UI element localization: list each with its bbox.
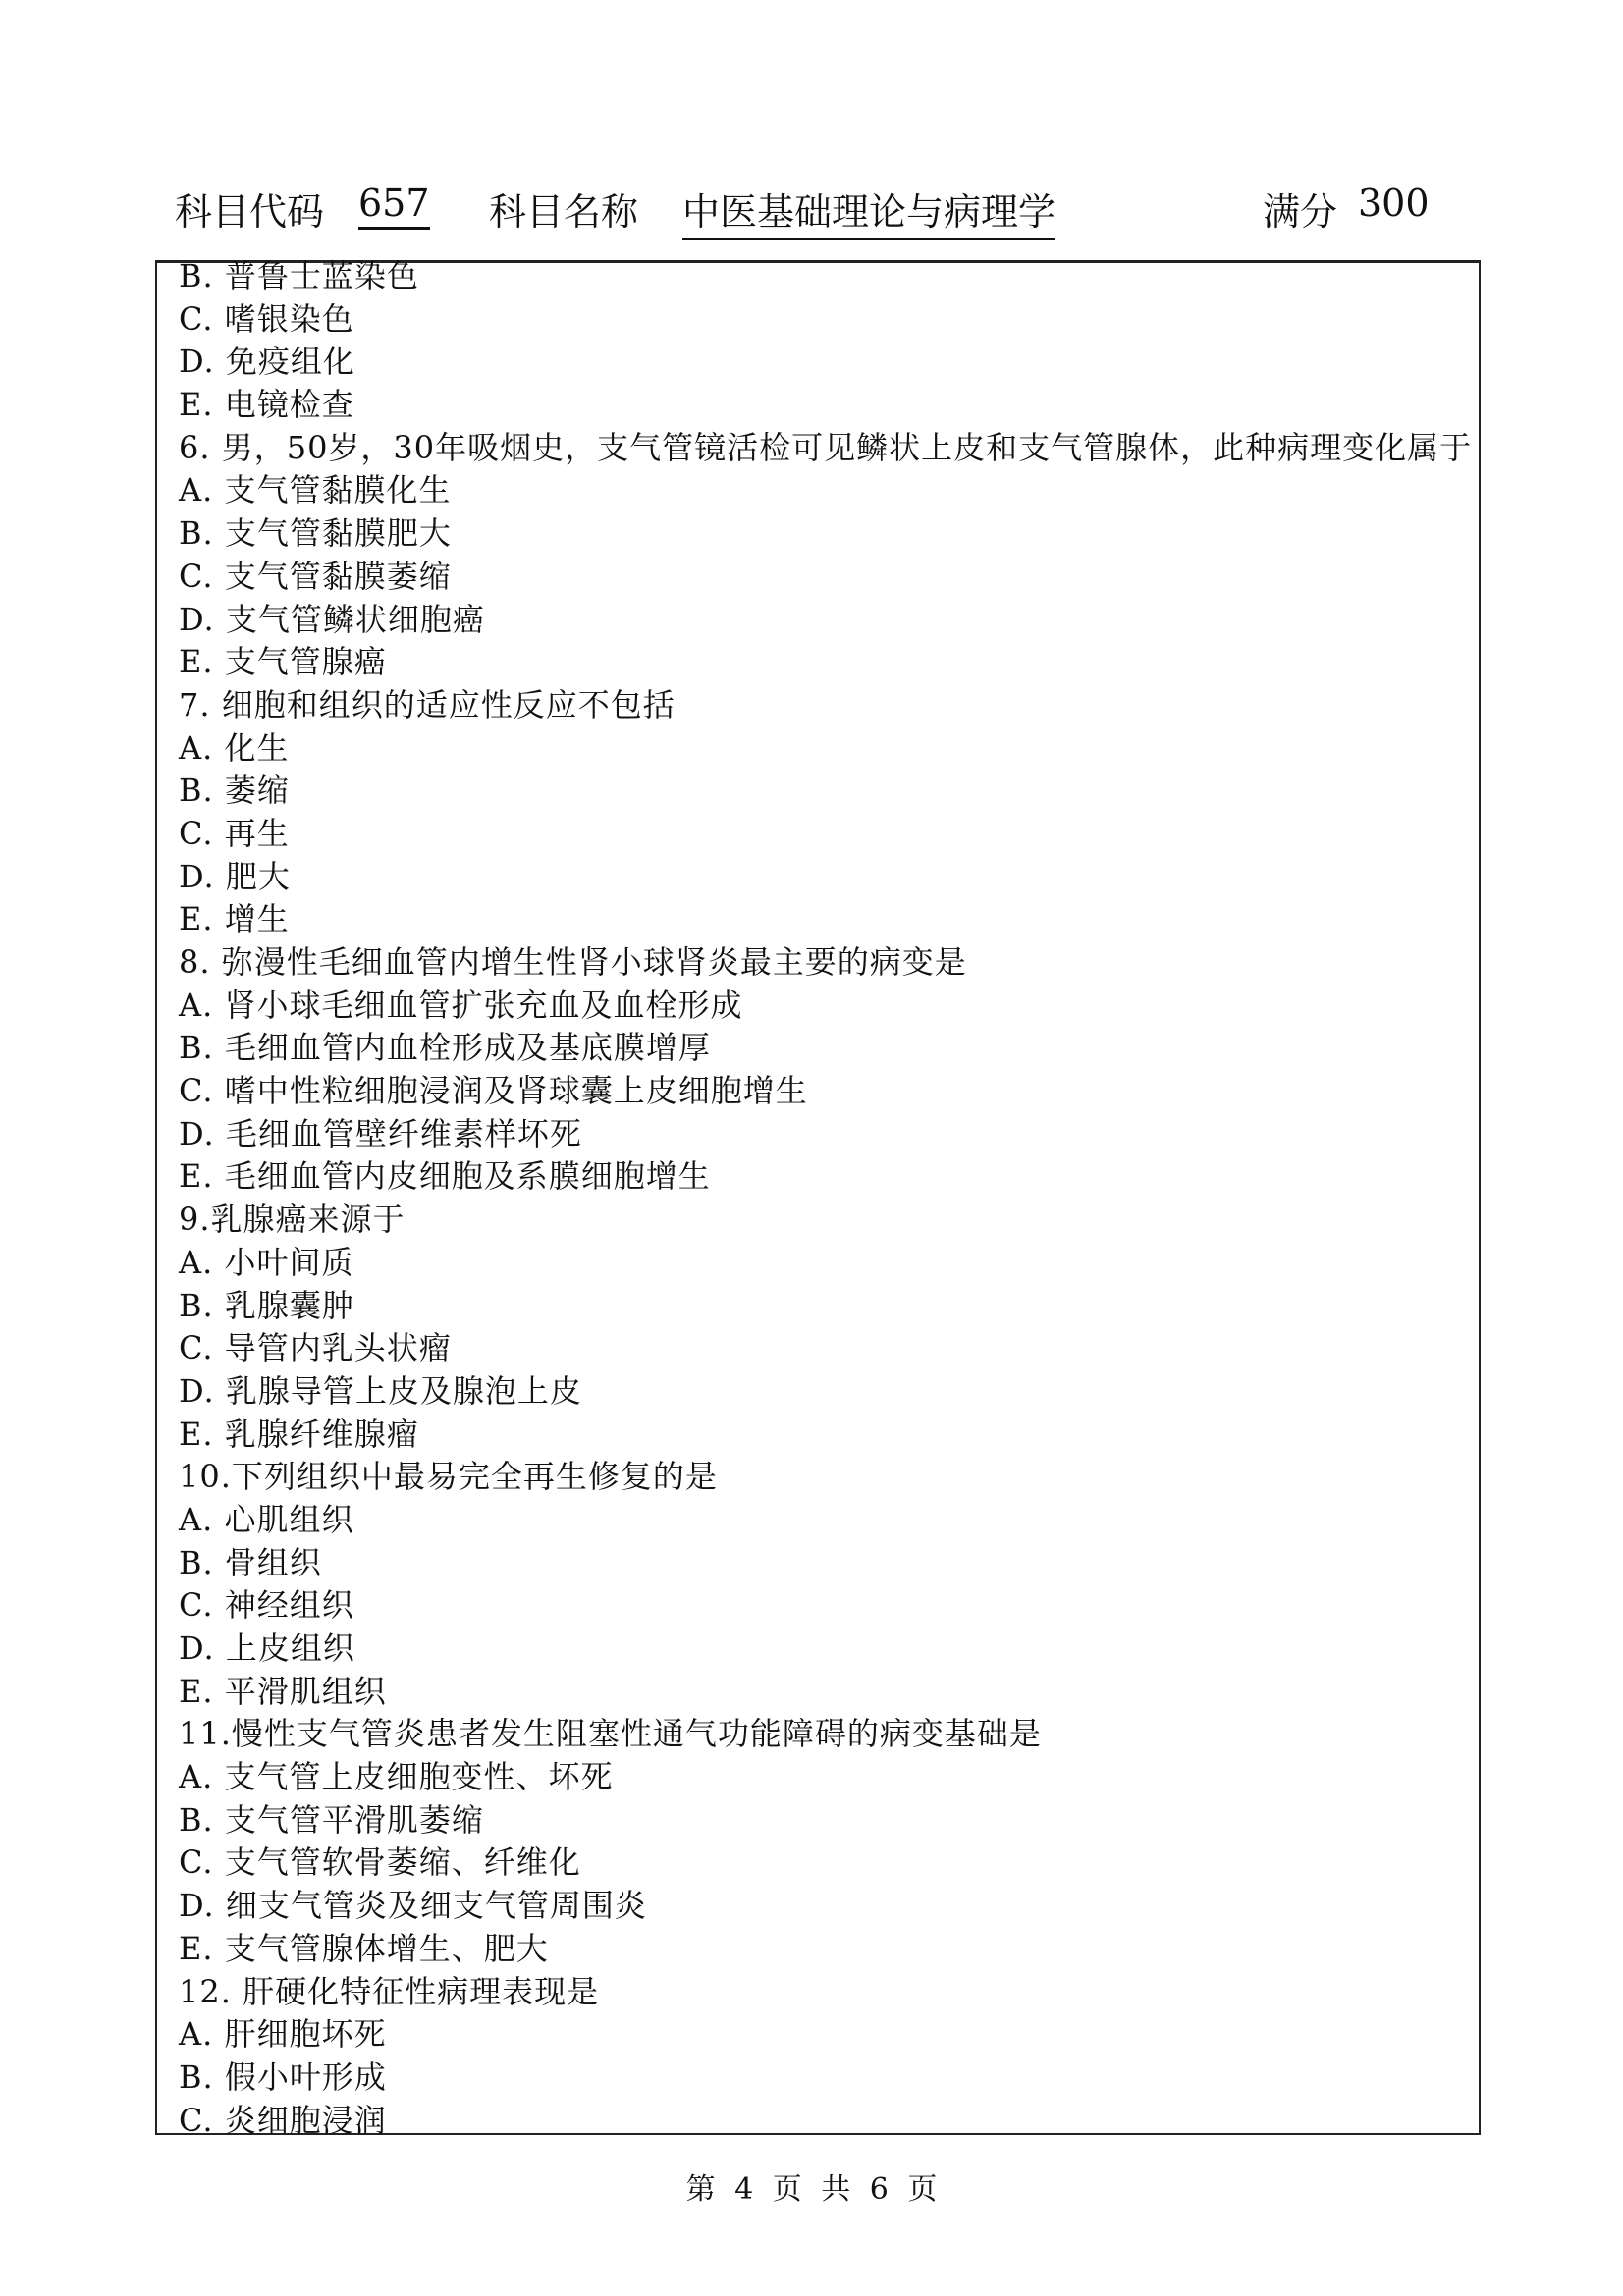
answer-option: C. 支气管软骨萎缩、纤维化 — [179, 1843, 581, 1882]
answer-option: B. 假小叶形成 — [179, 2057, 387, 2096]
question-stem: 6. 男，50岁，30年吸烟史，支气管镜活检可见鳞状上皮和支气管腺体，此种病理变化属于 — [179, 428, 1473, 466]
answer-option: E. 电镜检查 — [179, 386, 354, 424]
answer-option: D. 免疫组化 — [179, 343, 355, 381]
answer-option: B. 支气管平滑肌萎缩 — [179, 1800, 484, 1839]
answer-option: C. 嗜银染色 — [179, 299, 354, 338]
subject-name: 中医基础理论与病理学 — [682, 182, 1055, 240]
answer-option: A. 肝细胞坏死 — [179, 2015, 387, 2054]
answer-option: D. 毛细血管壁纤维素样坏死 — [179, 1114, 582, 1152]
question-stem: 10.下列组织中最易完全再生修复的是 — [179, 1458, 718, 1496]
answer-option: E. 增生 — [179, 900, 290, 938]
answer-option: D. 细支气管炎及细支气管周围炎 — [179, 1887, 647, 1925]
question-stem: 8. 弥漫性毛细血管内增生性肾小球肾炎最主要的病变是 — [179, 943, 967, 981]
page-number: 第 4 页 共 6 页 — [685, 2172, 938, 2207]
answer-option: D. 肥大 — [179, 857, 291, 895]
question-stem: 9.乳腺癌来源于 — [179, 1201, 406, 1239]
question-stem: 7. 细胞和组织的适应性反应不包括 — [179, 685, 676, 723]
answer-option: E. 支气管腺癌 — [179, 643, 387, 681]
answer-option: A. 支气管上皮细胞变性、坏死 — [179, 1758, 614, 1796]
answer-option: C. 支气管黏膜萎缩 — [179, 557, 452, 595]
answer-option: D. 支气管鳞状细胞癌 — [179, 600, 485, 638]
subject-code-label: 科目代码 — [175, 190, 325, 234]
answer-option: B. 乳腺囊肿 — [179, 1286, 354, 1324]
answer-option: A. 小叶间质 — [179, 1243, 354, 1281]
answer-option: A. 心肌组织 — [179, 1500, 354, 1538]
answer-option: A. 化生 — [179, 728, 290, 767]
answer-option: E. 乳腺纤维腺瘤 — [179, 1415, 419, 1453]
answer-option: B. 萎缩 — [179, 772, 290, 810]
answer-option: B. 毛细血管内血栓形成及基底膜增厚 — [179, 1029, 711, 1067]
full-score: 300 — [1358, 182, 1430, 225]
subject-code: 657 — [358, 182, 430, 230]
answer-option: C. 炎细胞浸润 — [179, 2101, 387, 2139]
answer-option: B. 普鲁士蓝染色 — [179, 257, 419, 294]
answer-option: A. 支气管黏膜化生 — [179, 471, 452, 509]
exam-header — [175, 182, 1441, 240]
question-stem: 12. 肝硬化特征性病理表现是 — [179, 1972, 600, 2010]
answer-option: B. 骨组织 — [179, 1543, 322, 1581]
answer-option: C. 神经组织 — [179, 1586, 354, 1625]
subject-name-label: 科目名称 — [489, 190, 639, 234]
answer-option: D. 上皮组织 — [179, 1629, 355, 1667]
answer-option: E. 支气管腺体增生、肥大 — [179, 1929, 549, 1967]
full-score-label: 满分 — [1263, 190, 1338, 234]
question-box — [155, 257, 1481, 2139]
answer-option: B. 支气管黏膜肥大 — [179, 514, 452, 553]
answer-option: A. 肾小球毛细血管扩张充血及血栓形成 — [179, 986, 743, 1024]
answer-option: E. 毛细血管内皮细胞及系膜细胞增生 — [179, 1157, 711, 1196]
answer-option: D. 乳腺导管上皮及腺泡上皮 — [179, 1371, 582, 1410]
answer-option: C. 导管内乳头状瘤 — [179, 1329, 452, 1367]
answer-option: E. 平滑肌组织 — [179, 1672, 387, 1710]
answer-option: C. 再生 — [179, 814, 290, 852]
question-stem: 11.慢性支气管炎患者发生阻塞性通气功能障碍的病变基础是 — [179, 1715, 1042, 1753]
question-lines — [179, 255, 1473, 2142]
answer-option: C. 嗜中性粒细胞浸润及肾球囊上皮细胞增生 — [179, 1072, 808, 1110]
